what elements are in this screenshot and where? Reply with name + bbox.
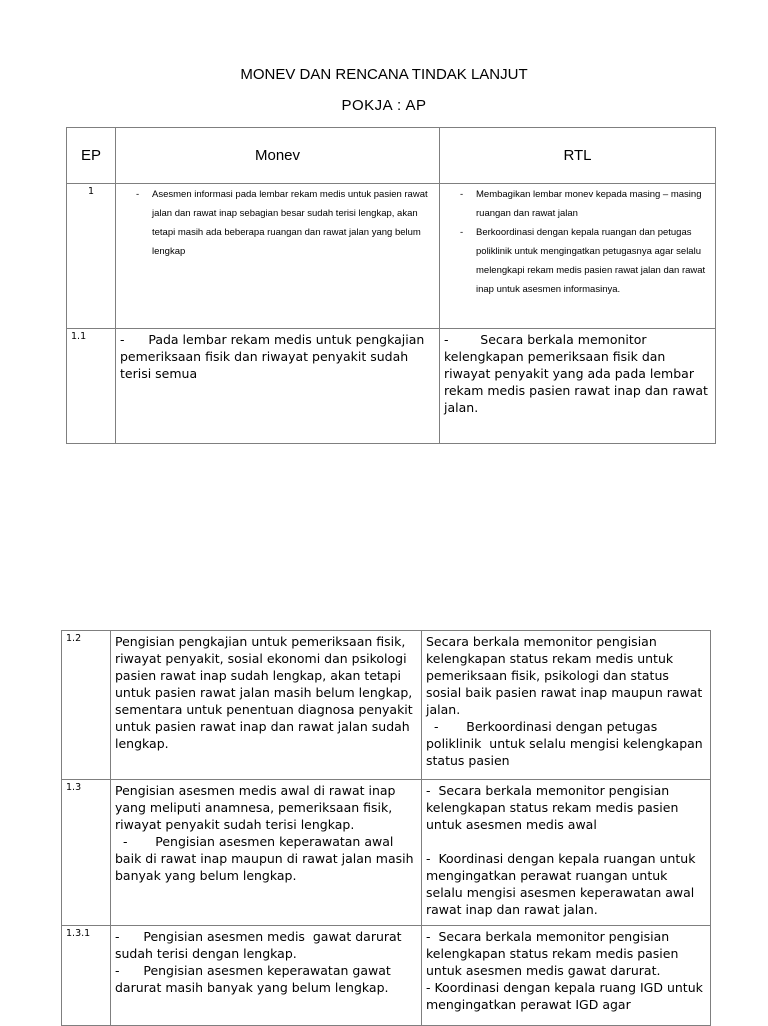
rtl-cell: [440, 184, 716, 329]
monev-cell: [111, 631, 422, 780]
table-row: [67, 329, 716, 444]
monev-cell: [116, 329, 440, 444]
rtl-cell: [422, 780, 711, 926]
rtl-text: - Secara berkala memonitor pengisian kelengkapan status rekam medis pasien untuk asesmen medis awal - Koordinasi dengan kepala ruangan untuk mengingatkan perawat ruangan untuk selalu mengisi asesmen keperawatan awal rawat inap dan rawat jalan.: [426, 783, 696, 917]
rtl-cell: [440, 329, 716, 444]
rtl-cell: [422, 631, 711, 780]
monev-table-top: [66, 127, 716, 444]
monev-cell: [111, 926, 422, 1026]
monev-item: - Asesmen informasi pada lembar rekam medis untuk pasien rawat jalan dan rawat inap sebagian besar sudah terisi lengkap, akan tetapi masih ada beberapa ruangan dan rawat jalan yang belum lengkap: [136, 185, 435, 261]
ep-cell: 1: [67, 184, 116, 329]
ep-cell: 1.1: [67, 329, 116, 444]
header-ep: EP: [67, 128, 116, 184]
rtl-item: - Membagikan lembar monev kepada masing – masing ruangan dan rawat jalan: [460, 185, 711, 223]
monev-text: Pengisian pengkajian untuk pemeriksaan fisik, riwayat penyakit, sosial ekonomi dan psikologi pasien rawat inap sudah lengkap, akan tetapi untuk pasien rawat jalan masih belum lengkap, sementara untuk penentuan diagnosa penyakit untuk pasien rawat inap dan rawat jalan sudah lengkap.: [115, 634, 417, 751]
header-rtl: RTL: [440, 128, 716, 184]
monev-cell: [111, 780, 422, 926]
monev-cell: [116, 184, 440, 329]
monev-text: - Pada lembar rekam medis untuk pengkajian pemeriksaan fisik dan riwayat penyakit sudah terisi semua: [120, 332, 429, 381]
rtl-text: Secara berkala memonitor pengisian kelengkapan status rekam medis untuk pemeriksaan fisik, psikologi dan status sosial baik pasien rawat inap maupun rawat jalan. - Berkoordinasi dengan petugas poliklinik untuk selalu mengisi kelengkapan status pasien: [426, 634, 703, 768]
header-monev: Monev: [116, 128, 440, 184]
table-row: [62, 780, 711, 926]
rtl-item: - Berkoordinasi dengan kepala ruangan dan petugas poliklinik untuk mengingatkan petugasnya agar selalu melengkapi rekam medis pasien rawat jalan dan rawat inap untuk asesmen informasinya.: [460, 223, 711, 299]
rtl-text: - Secara berkala memonitor kelengkapan pemeriksaan fisik dan riwayat penyakit yang ada pada lembar rekam medis pasien rawat inap dan rawat jalan.: [444, 332, 712, 415]
monev-text: - Pengisian asesmen medis gawat darurat sudah terisi dengan lengkap. - Pengisian asesmen keperawatan gawat darurat masih banyak yang belum lengkap.: [115, 929, 402, 995]
ep-cell: 1.3.1: [62, 926, 111, 1026]
ep-cell: 1.2: [62, 631, 111, 780]
table-row: [62, 926, 711, 1026]
document-subtitle: POKJA : AP: [341, 97, 427, 114]
table-row: [67, 184, 716, 329]
table-header-row: [67, 128, 716, 184]
monev-table-bottom: [61, 630, 711, 1026]
rtl-text: - Secara berkala memonitor pengisian kelengkapan status rekam medis pasien untuk asesmen medis gawat darurat. - Koordinasi dengan kepala ruang IGD untuk mengingatkan perawat IGD agar: [426, 929, 703, 1012]
document-title: MONEV DAN RENCANA TINDAK LANJUT: [240, 66, 528, 83]
ep-cell: 1.3: [62, 780, 111, 926]
table-row: [62, 631, 711, 780]
rtl-cell: [422, 926, 711, 1026]
monev-text: Pengisian asesmen medis awal di rawat inap yang meliputi anamnesa, pemeriksaan fisik, riwayat penyakit sudah terisi lengkap. - Pengisian asesmen keperawatan awal baik di rawat inap maupun di rawat jalan masih banyak yang belum lengkap.: [115, 783, 414, 883]
